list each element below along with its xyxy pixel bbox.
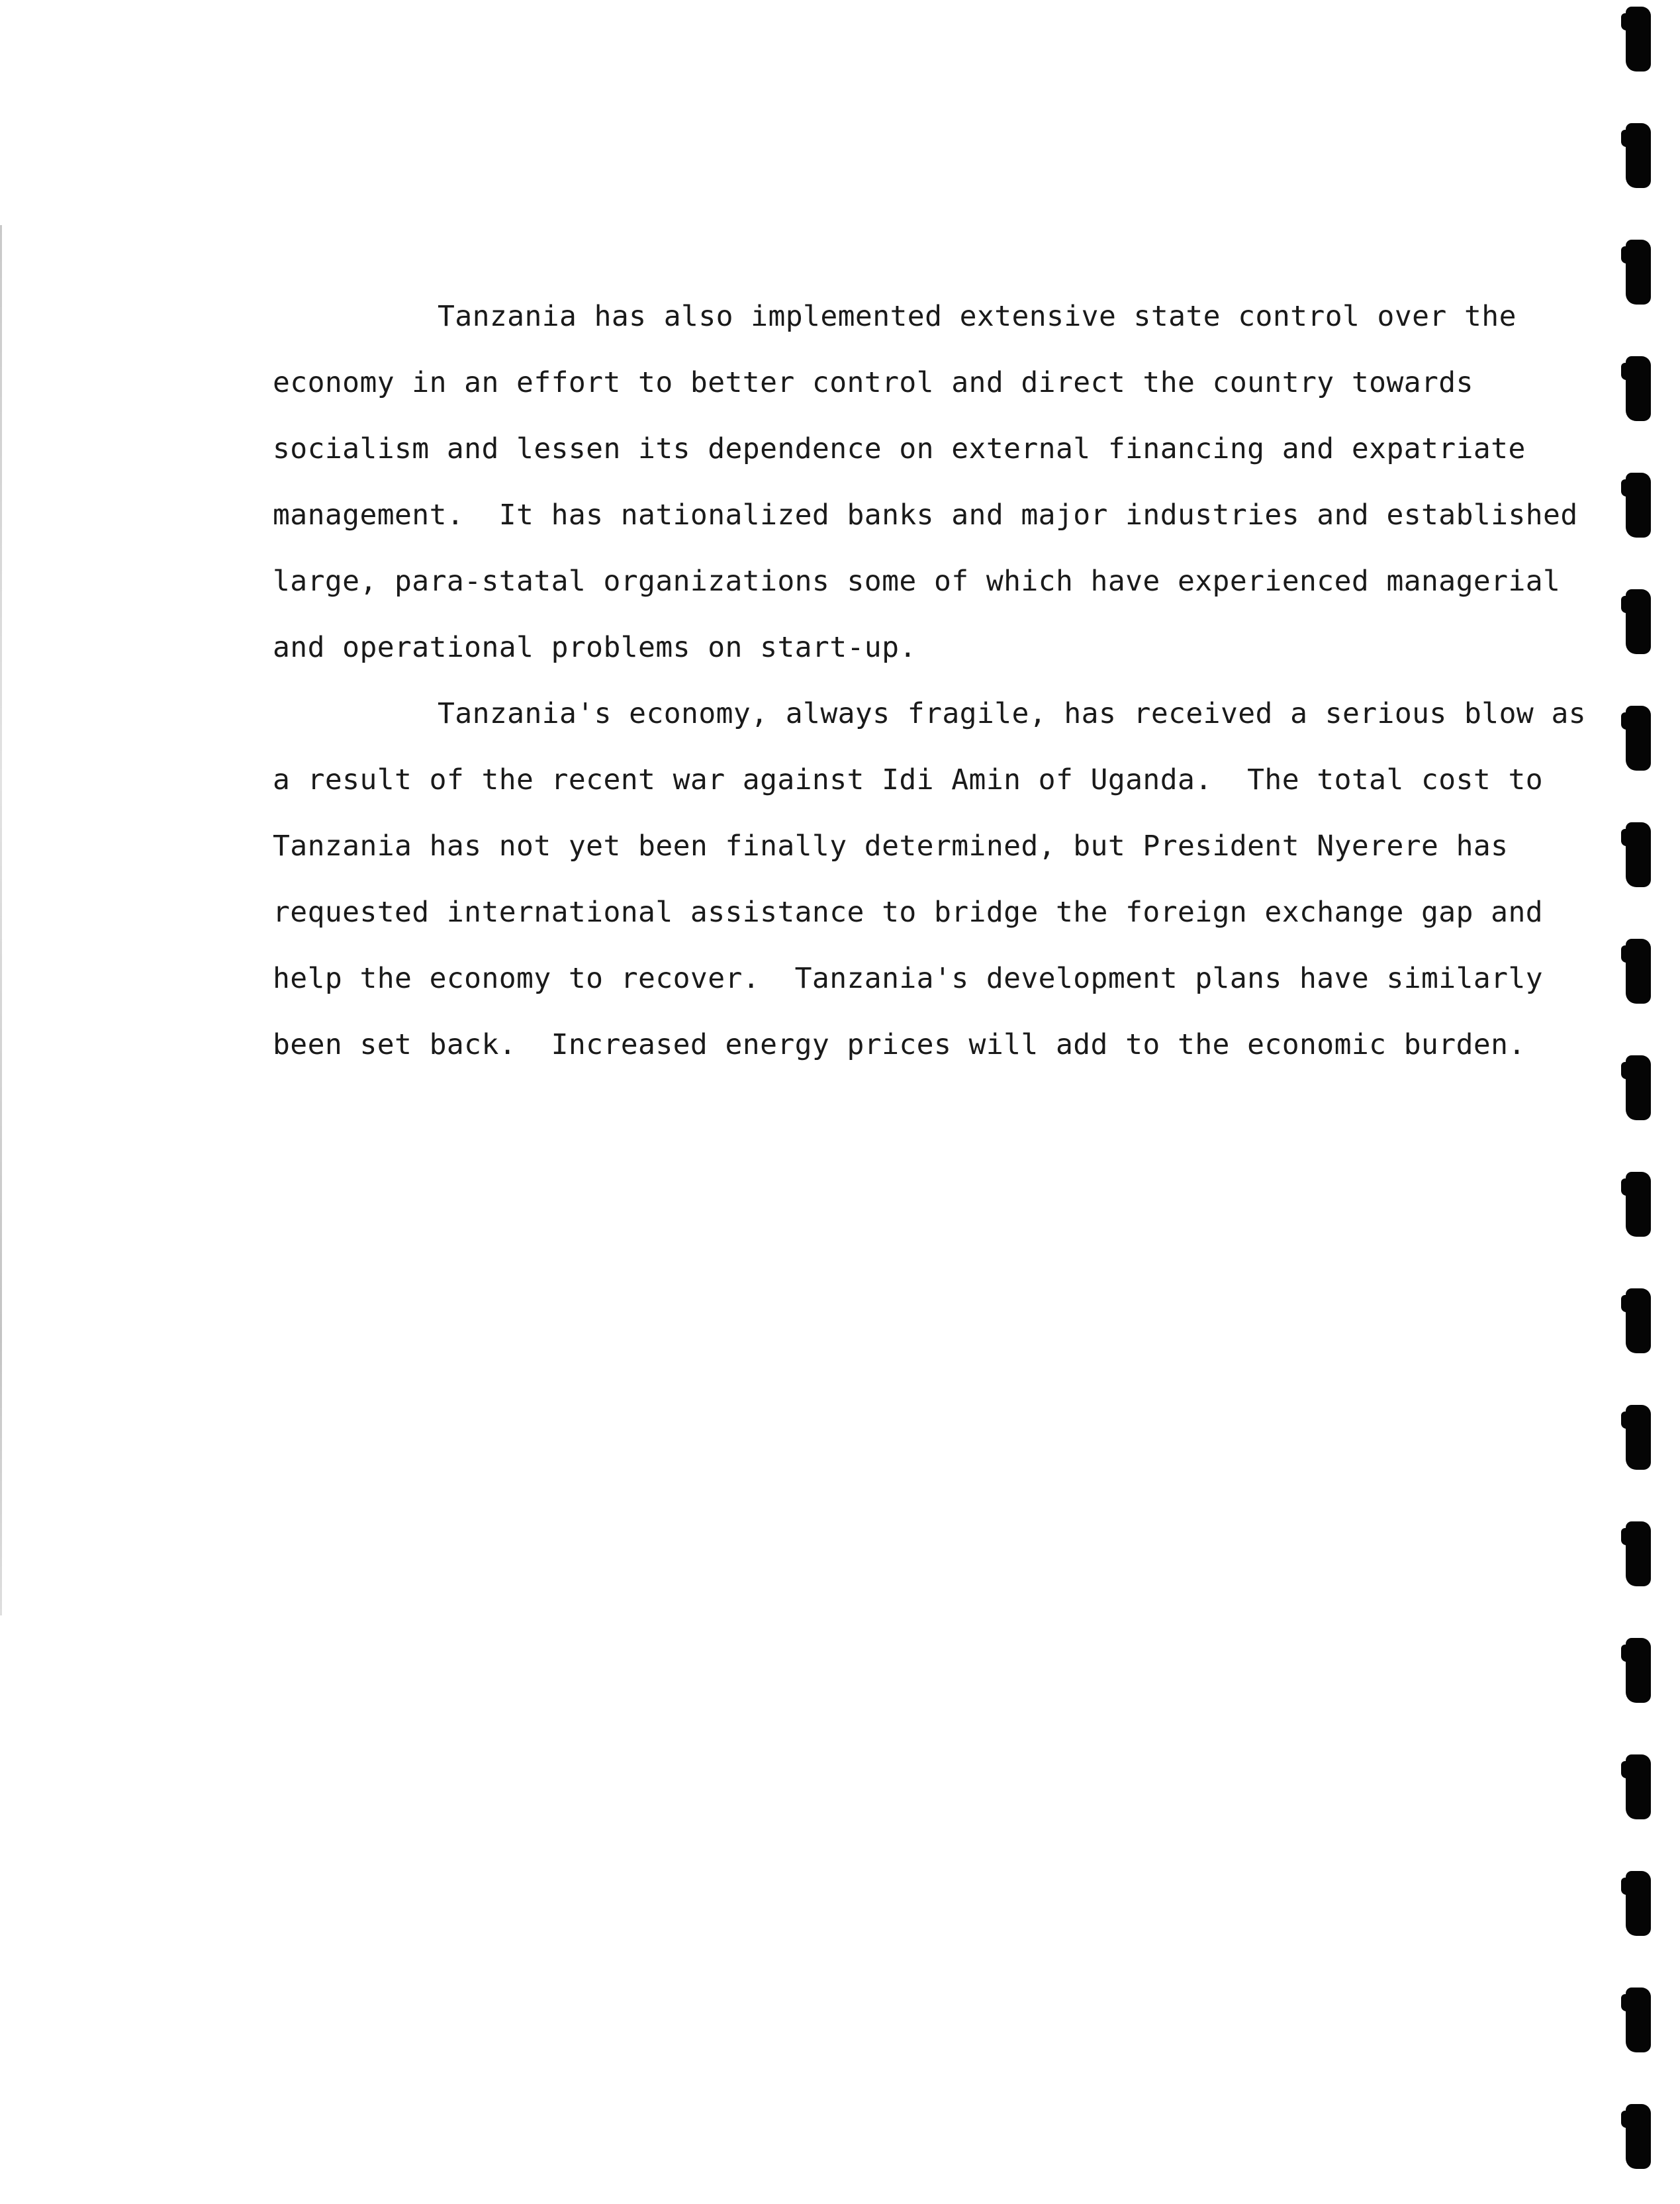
binding-hole xyxy=(1626,473,1651,538)
binding-hole xyxy=(1626,1638,1651,1703)
binding-hole xyxy=(1626,1871,1651,1936)
binding-hole xyxy=(1626,1288,1651,1353)
binding-hole xyxy=(1626,123,1651,188)
binding-hole xyxy=(1626,1055,1651,1120)
binding-hole xyxy=(1626,1754,1651,1819)
binding-hole xyxy=(1626,1172,1651,1237)
text-line: Tanzania has not yet been finally determined, but President Nyerere has xyxy=(273,830,1509,863)
binding-hole xyxy=(1626,356,1651,421)
paragraph-2 xyxy=(273,681,1587,1078)
binding-hole xyxy=(1626,1521,1651,1586)
text-line: socialism and lessen its dependence on external financing and expatriate xyxy=(273,432,1526,465)
page-edge-shadow xyxy=(0,225,2,1615)
binding-hole xyxy=(1626,1988,1651,2052)
binding-hole xyxy=(1626,1405,1651,1470)
text-line: Tanzania has also implemented extensive state control over the xyxy=(438,300,1517,333)
binding-hole xyxy=(1626,706,1651,771)
text-line: a result of the recent war against Idi Amin of Uganda. The total cost to xyxy=(273,763,1544,796)
paragraph-1 xyxy=(273,283,1578,681)
text-line: economy in an effort to better control and direct the country towards xyxy=(273,366,1473,399)
text-line: requested international assistance to bridge the foreign exchange gap and xyxy=(273,896,1544,929)
text-line: been set back. Increased energy prices will add to the economic burden. xyxy=(273,1028,1526,1061)
binding-hole xyxy=(1626,240,1651,305)
text-line: management. It has nationalized banks and major industries and established xyxy=(273,499,1578,532)
text-line: large, para-statal organizations some of which have experienced managerial xyxy=(273,565,1561,598)
binding-hole xyxy=(1626,939,1651,1004)
text-line: help the economy to recover. Tanzania's development plans have similarly xyxy=(273,962,1544,995)
text-line: and operational problems on start-up. xyxy=(273,631,917,664)
binding-hole xyxy=(1626,7,1651,72)
binding-hole xyxy=(1626,2104,1651,2169)
comb-binding xyxy=(1614,0,1680,2204)
binding-hole xyxy=(1626,589,1651,654)
text-line: Tanzania's economy, always fragile, has received a serious blow as xyxy=(438,697,1587,730)
binding-hole xyxy=(1626,822,1651,887)
body-text xyxy=(273,283,1587,1078)
